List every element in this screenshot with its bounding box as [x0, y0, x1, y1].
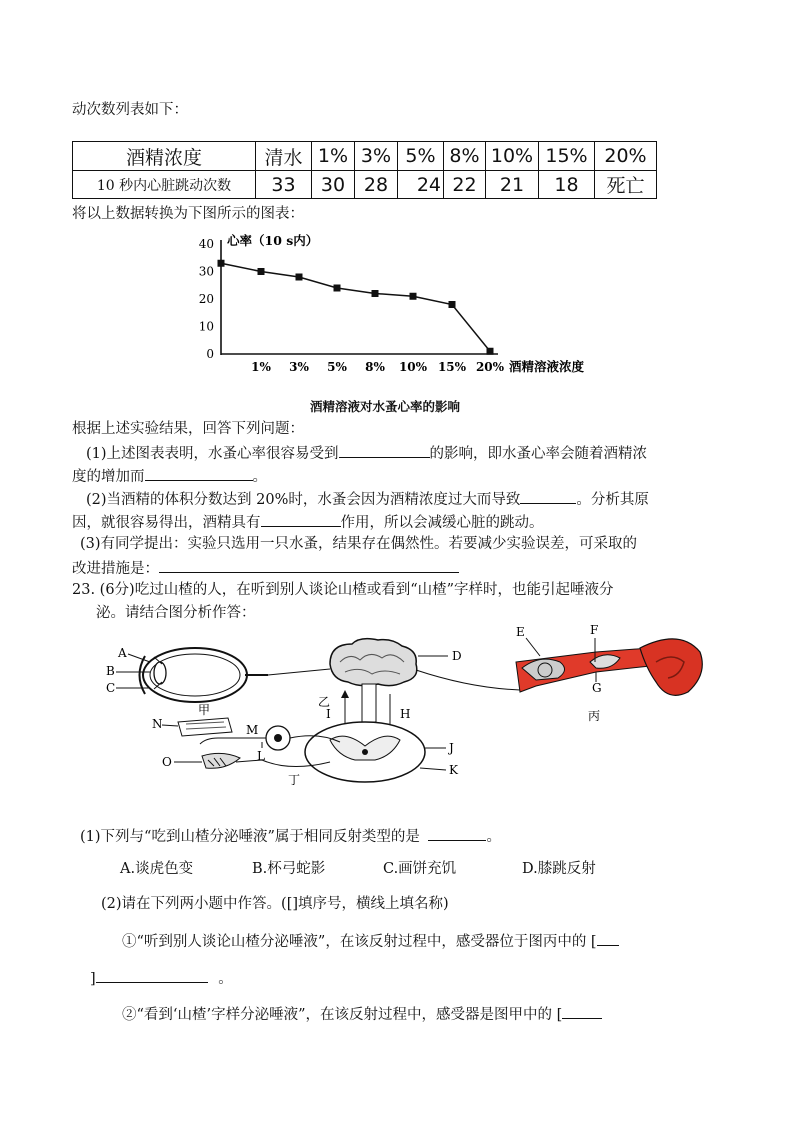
table-header-cell: 5% — [398, 142, 444, 171]
sub-question-2-2 — [122, 1004, 602, 1024]
heart-rate-chart — [0, 226, 793, 426]
table-cell: 死亡 — [595, 171, 657, 199]
sq2-1-bracket: ] — [90, 971, 96, 987]
chart-title: 酒精溶液对水蚤心率的影响 — [310, 399, 461, 414]
panel-label-jia: 甲 — [198, 703, 211, 717]
x-axis-label: 酒精溶液浓度 — [509, 359, 585, 374]
instruction: 根据上述实验结果，回答下列问题： — [72, 421, 304, 437]
label-a: A — [118, 646, 127, 660]
label-e: E — [516, 625, 525, 639]
y-tick-label: 10 — [198, 319, 214, 334]
answer-blank[interactable] — [562, 1004, 602, 1019]
answer-blank[interactable] — [428, 826, 486, 841]
sub-question-2-1 — [122, 931, 619, 951]
q2-text-d: 作用，所以会减缓心脏的跳动。 — [340, 515, 544, 531]
y-axis-label: 心率（10 s内） — [227, 233, 319, 248]
q2-text-c: 因，就很容易得出，酒精具有 — [72, 515, 261, 531]
label-k: K — [449, 763, 458, 777]
q1-text-a: (1)上述图表表明，水蚤心率很容易受到 — [86, 446, 339, 462]
table-header-cell: 15% — [539, 142, 595, 171]
label-n: N — [152, 717, 163, 731]
option-a[interactable]: A.谈虎色变 — [120, 861, 194, 877]
panel-label-ding: 丁 — [288, 773, 301, 787]
question-2-cont — [72, 512, 544, 532]
panel-label-yi: 乙 — [318, 695, 331, 709]
data-point — [372, 290, 379, 297]
question-3: (3)有同学提出：实验只选用一只水蚤，结果存在偶然性。若要减少实验误差，可采取的 — [80, 536, 638, 552]
y-tick-label: 20 — [198, 292, 214, 306]
q1-text-c: 度的增加而 — [72, 469, 145, 485]
label-b: B — [106, 664, 115, 678]
data-point — [487, 348, 494, 355]
q1-text-b: 的影响，即水蚤心率会随着酒精浓 — [429, 446, 648, 462]
label-f: F — [590, 623, 599, 637]
answer-blank[interactable] — [159, 558, 459, 573]
data-point — [410, 293, 417, 300]
data-point — [218, 260, 225, 267]
y-tick-label: 30 — [198, 264, 214, 279]
question-1-cont — [72, 466, 267, 486]
question-1 — [86, 443, 647, 463]
x-tick-label: 10% — [398, 360, 428, 374]
label-c: C — [106, 681, 116, 695]
answer-blank[interactable] — [339, 443, 430, 458]
convert-line: 将以上数据转换为下图所示的图表： — [72, 206, 304, 222]
label-g: G — [592, 681, 602, 695]
table-cell: 33 — [256, 171, 312, 199]
y-tick-label: 0 — [206, 347, 214, 361]
option-b[interactable]: B.杯弓蛇影 — [252, 861, 326, 877]
table-data-row — [73, 171, 657, 199]
panel-label-bing: 丙 — [588, 709, 601, 723]
table-cell: 21 — [486, 171, 539, 199]
x-tick-label: 8% — [365, 360, 385, 374]
table-header-cell: 20% — [595, 142, 657, 171]
data-point — [258, 268, 265, 275]
q3-text-b: 改进措施是： — [72, 561, 159, 577]
label-h: H — [400, 707, 411, 721]
table-cell: 22 — [444, 171, 486, 199]
q2-text-a: (2)当酒精的体积分数达到 20%时，水蚤会因为酒精浓度过大而导致 — [86, 492, 521, 508]
table-header-cell: 3% — [355, 142, 398, 171]
data-table — [72, 141, 657, 199]
q2-text-b: 。分析其原 — [576, 492, 649, 508]
table-header-cell: 清水 — [256, 142, 312, 171]
spinal-cord-diagram — [178, 718, 446, 782]
answer-blank[interactable] — [261, 512, 341, 527]
q1-text-d: 。 — [252, 469, 267, 485]
table-row-label: 10 秒内心脏跳动次数 — [73, 171, 256, 199]
x-tick-label: 20% — [475, 360, 505, 374]
label-m: M — [246, 723, 259, 737]
label-i: I — [326, 707, 331, 721]
label-l: L — [257, 749, 265, 763]
table-cell: 18 — [539, 171, 595, 199]
table-header-cell: 10% — [486, 142, 539, 171]
sub-question-1 — [80, 826, 501, 846]
table-header-cell: 1% — [312, 142, 355, 171]
question-23-cont: 泌。请结合图分析作答： — [96, 605, 256, 621]
label-d: D — [452, 649, 462, 663]
answer-blank[interactable] — [145, 466, 253, 481]
option-d[interactable]: D.膝跳反射 — [522, 861, 596, 877]
data-point — [334, 285, 341, 292]
table-header-cell: 8% — [444, 142, 486, 171]
answer-blank[interactable] — [520, 489, 576, 504]
table-cell: 24 — [398, 171, 444, 199]
data-point — [449, 301, 456, 308]
sq1-end: 。 — [486, 829, 501, 845]
answer-blank[interactable] — [597, 931, 619, 946]
sq2-1-end: 。 — [218, 971, 233, 987]
x-tick-label: 15% — [437, 360, 467, 374]
y-tick-label: 40 — [198, 237, 214, 251]
sq1-text: (1)下列与“吃到山楂分泌唾液”属于相同反射类型的是 — [80, 829, 420, 845]
sub-question-2-1-cont — [90, 968, 233, 988]
label-j: J — [449, 741, 454, 755]
x-tick-label: 3% — [289, 360, 309, 374]
reflex-figure — [0, 622, 793, 812]
table-header-label: 酒精浓度 — [73, 142, 256, 171]
x-tick-label: 5% — [327, 360, 347, 374]
ear-diagram — [416, 639, 702, 695]
sub-question-2: (2)请在下列两小题中作答。([]填序号，横线上填名称) — [101, 896, 449, 912]
eye-diagram — [140, 648, 331, 702]
question-3-cont — [72, 558, 459, 578]
question-2 — [86, 489, 649, 509]
option-c[interactable]: C.画饼充饥 — [383, 861, 457, 877]
sq2-2-text: ②“看到‘山楂’字样分泌唾液”，在该反射过程中，感受器是图甲中的 [ — [122, 1007, 563, 1023]
x-tick-label: 1% — [251, 360, 271, 374]
table-header-row — [73, 142, 657, 171]
intro-line: 动次数列表如下： — [72, 102, 188, 118]
label-o: O — [162, 755, 172, 769]
data-point — [296, 274, 303, 281]
table-cell: 28 — [355, 171, 398, 199]
answer-blank[interactable] — [96, 968, 208, 983]
sq2-1-text: ①“听到别人谈论山楂分泌唾液”，在该反射过程中，感受器位于图丙中的 [ — [122, 934, 597, 950]
table-cell: 30 — [312, 171, 355, 199]
question-23: 23. (6分)吃过山楂的人，在听到别人谈论山楂或看到“山楂”字样时，也能引起唾液分 — [72, 582, 614, 598]
